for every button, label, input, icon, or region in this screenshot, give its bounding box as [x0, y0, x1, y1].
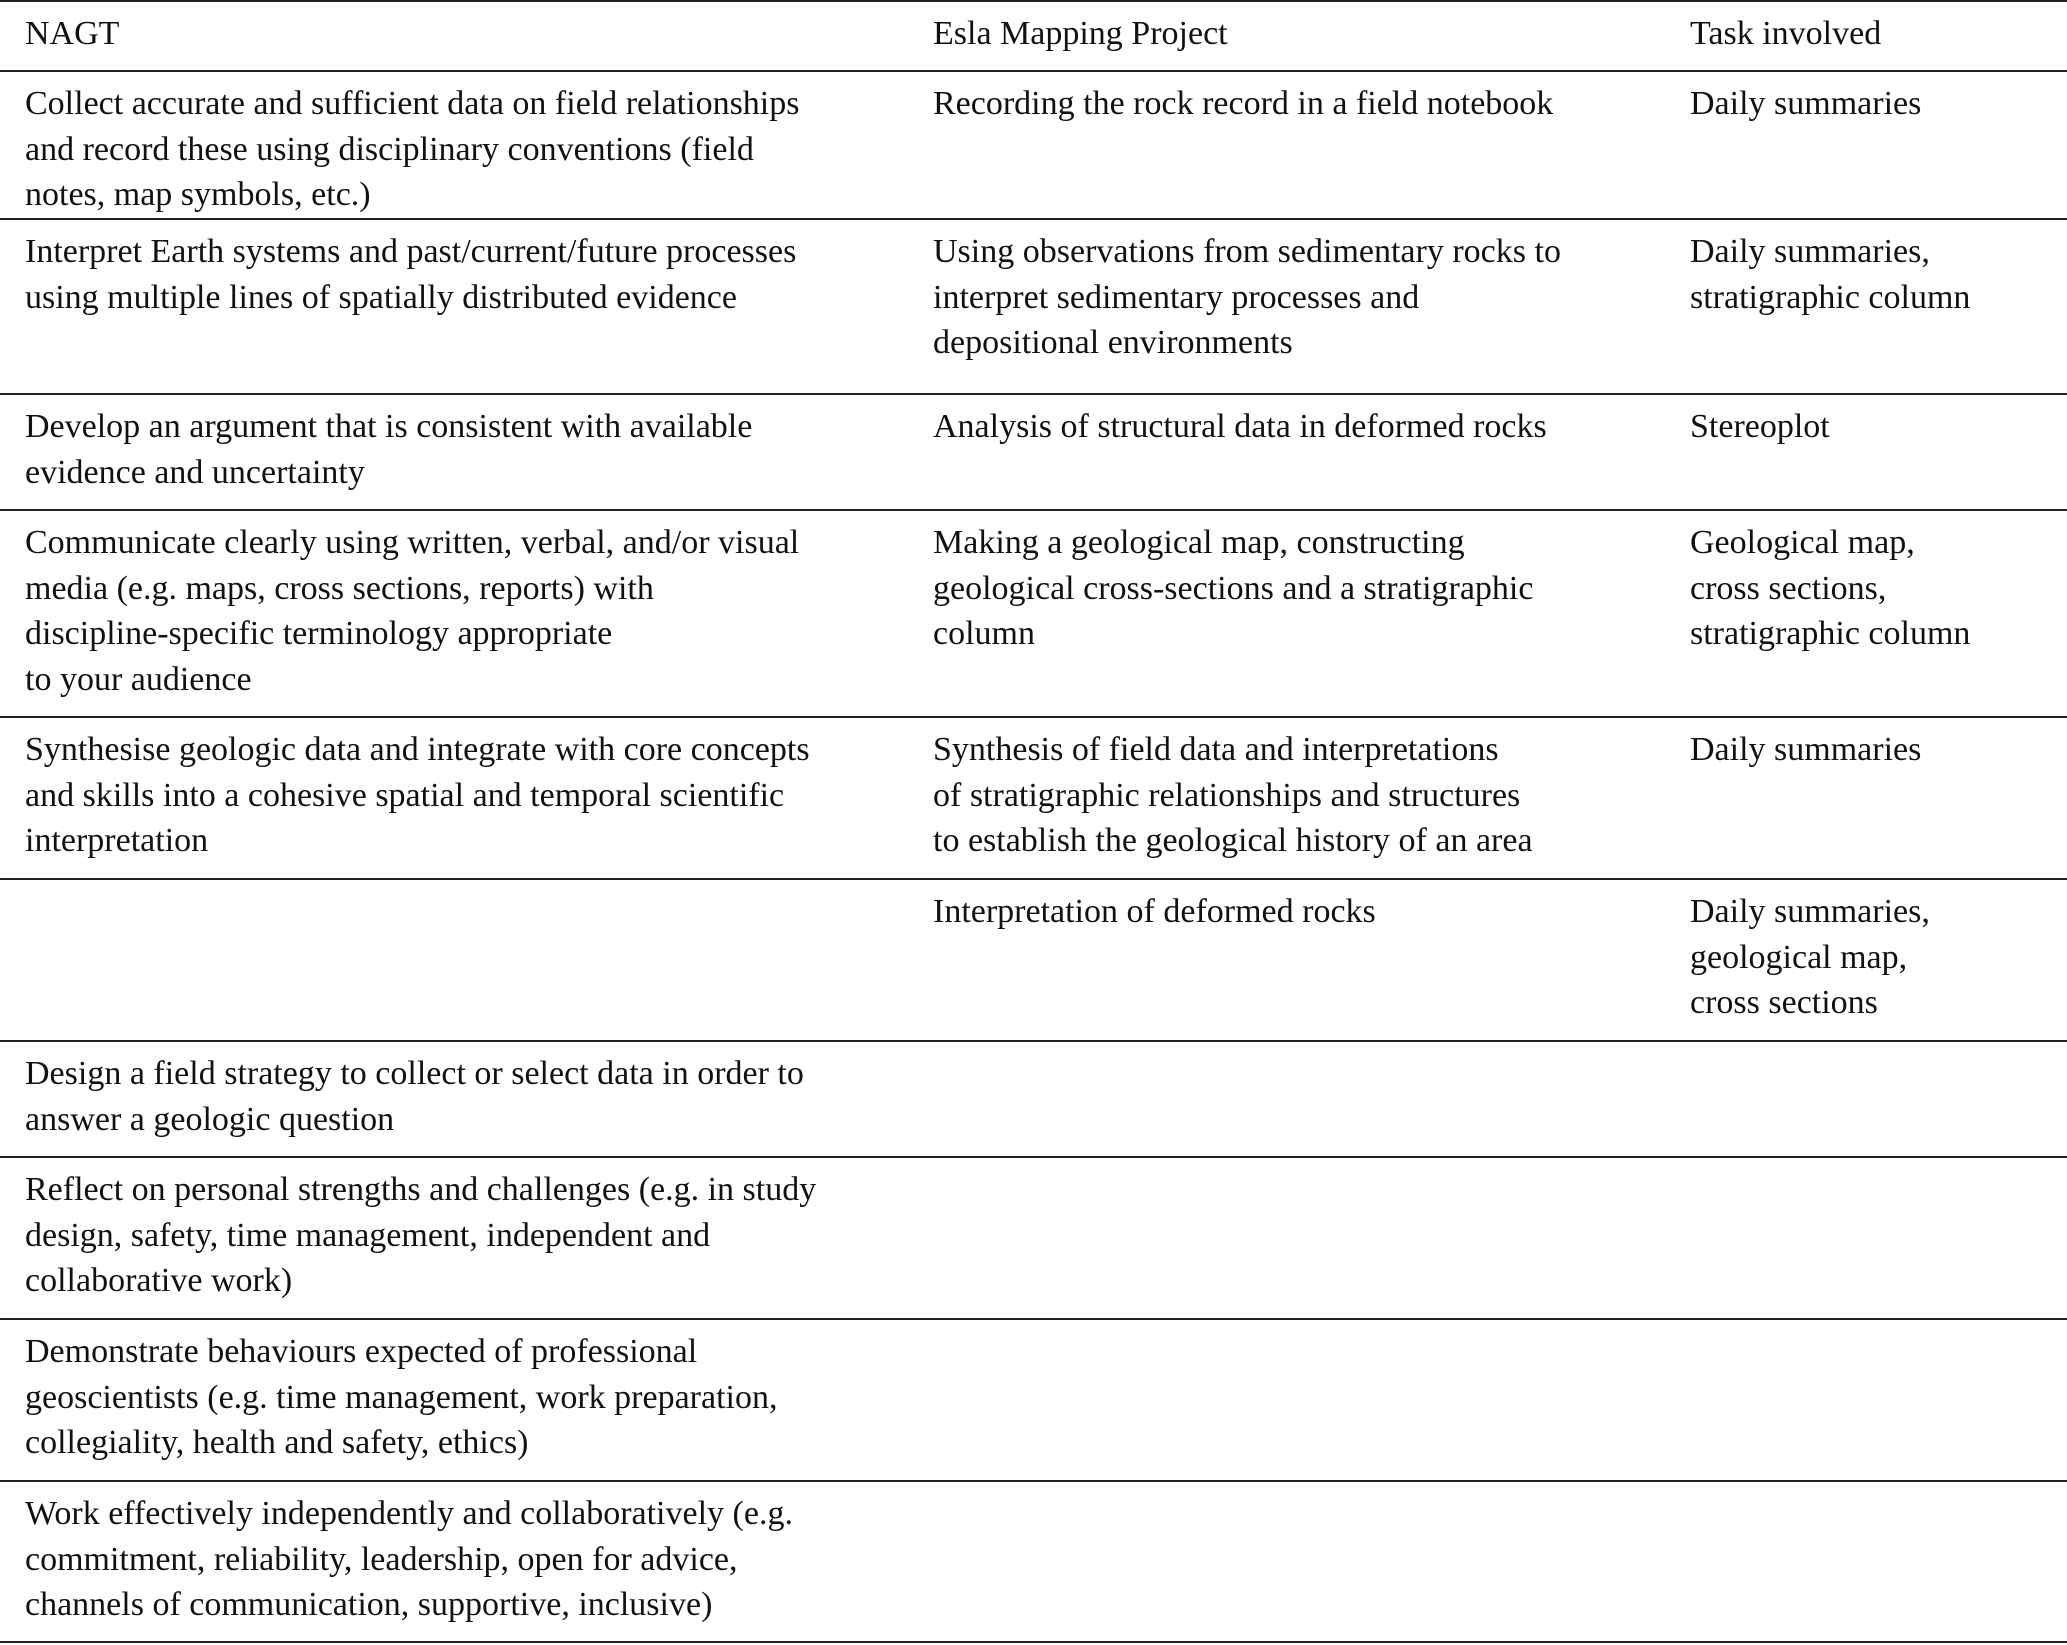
row-divider [0, 878, 2067, 880]
cell-nagt: Communicate clearly using written, verbal, and/or visual media (e.g. maps, cross sections, reports) with discipline-specific terminology appropriate to your audience [25, 524, 800, 698]
row-divider [0, 218, 2067, 220]
row-divider [0, 509, 2067, 511]
cell-esla: Making a geological map, constructing geological cross-sections and a stratigraphic column [933, 524, 1534, 652]
row-divider [0, 393, 2067, 395]
row-divider [0, 716, 2067, 718]
cell-esla: Interpretation of deformed rocks [933, 893, 1376, 930]
cell-task: Stereoplot [1690, 408, 1830, 445]
cell-esla: Using observations from sedimentary rocks to interpret sedimentary processes and depositional environments [933, 233, 1561, 361]
cell-task: Geological map, cross sections, stratigraphic column [1690, 524, 1971, 652]
cell-task: Daily summaries [1690, 731, 1922, 768]
cell-nagt: Reflect on personal strengths and challenges (e.g. in study design, safety, time management, independent and collaborative work) [25, 1171, 817, 1299]
cell-nagt: Interpret Earth systems and past/current/future processes using multiple lines of spatially distributed evidence [25, 233, 797, 316]
header-nagt: NAGT [25, 15, 120, 52]
row-divider [0, 1156, 2067, 1158]
cell-task: Daily summaries [1690, 85, 1922, 122]
cell-nagt: Collect accurate and sufficient data on field relationships and record these using disciplinary conventions (field notes, map symbols, etc.) [25, 85, 800, 213]
row-divider [0, 1318, 2067, 1320]
row-divider [0, 70, 2067, 72]
header-task-involved: Task involved [1690, 15, 1882, 52]
table-header-row [0, 0, 2067, 71]
cell-esla: Recording the rock record in a field notebook [933, 85, 1554, 122]
cell-task: Daily summaries, geological map, cross sections [1690, 893, 1930, 1021]
cell-nagt: Synthesise geologic data and integrate with core concepts and skills into a cohesive spatial and temporal scientific interpretation [25, 731, 810, 859]
cell-task: Daily summaries, stratigraphic column [1690, 233, 1971, 316]
cell-nagt: Work effectively independently and collaboratively (e.g. commitment, reliability, leadership, open for advice, channels of communication, supportive, inclusive) [25, 1495, 793, 1623]
header-esla-mapping-project: Esla Mapping Project [933, 15, 1228, 52]
cell-esla: Synthesis of field data and interpretations of stratigraphic relationships and structures to establish the geological history of an area [933, 731, 1533, 859]
cell-nagt: Develop an argument that is consistent with available evidence and uncertainty [25, 408, 753, 491]
row-divider [0, 1040, 2067, 1042]
table-bottom-rule [0, 1641, 2067, 1643]
row-divider [0, 1480, 2067, 1482]
cell-nagt: Design a field strategy to collect or select data in order to answer a geologic question [25, 1055, 804, 1138]
cell-esla: Analysis of structural data in deformed rocks [933, 408, 1547, 445]
cell-nagt: Demonstrate behaviours expected of professional geoscientists (e.g. time management, work preparation, collegiality, health and safety, ethics) [25, 1333, 778, 1461]
